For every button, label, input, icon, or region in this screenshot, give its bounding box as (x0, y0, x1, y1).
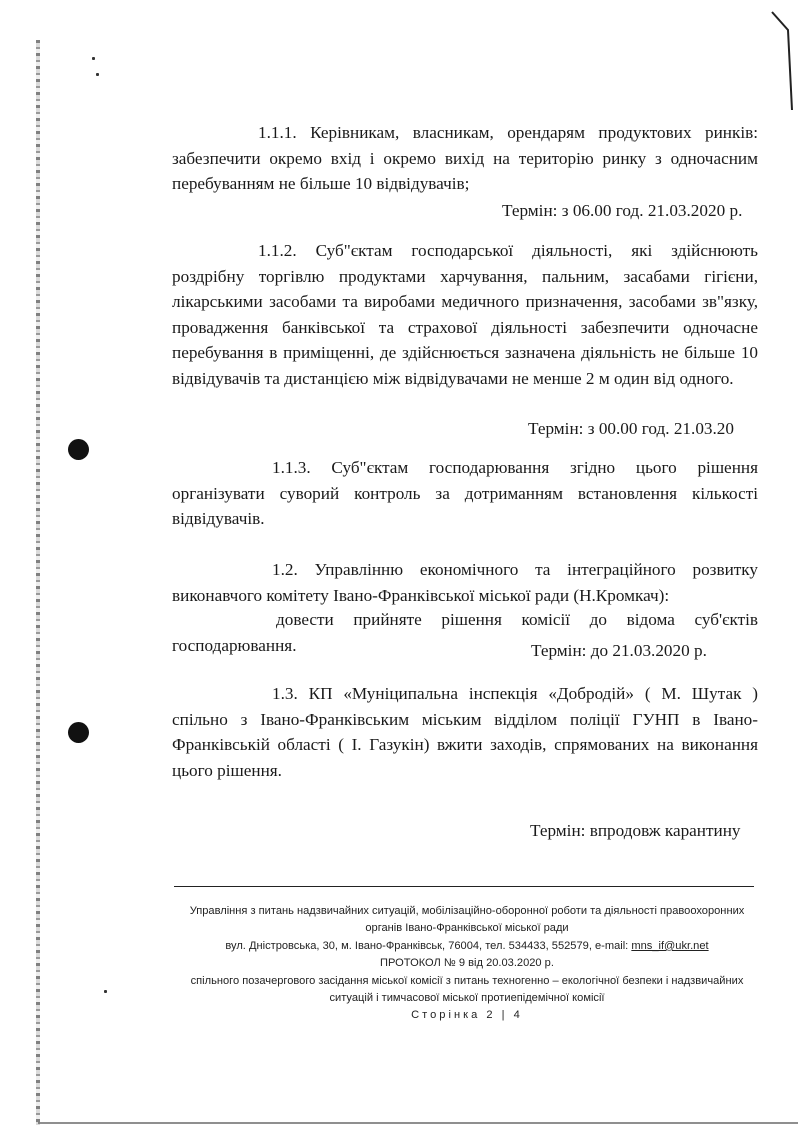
scan-left-edge (36, 40, 40, 1125)
document-footer (170, 903, 764, 1025)
footer-department-line1: Управління з питань надзвичайних ситуацій, мобілізаційно-оборонної роботи та діяльності правоохоронних (189, 905, 745, 917)
footer-page-number: Сторінка 2 | 4 (411, 1009, 523, 1022)
item-1-1-3-text: 1.1.3. Суб"єктам господарювання згідно цього рішення організувати суворий контроль за дотриманням встановлення кількості відвідувачів. (172, 458, 758, 528)
punch-hole-bottom (68, 722, 89, 743)
scan-bottom-edge (38, 1122, 798, 1124)
scan-speck (92, 57, 95, 60)
footer-meeting-line1: спільного позачергового засідання міської комісії з питань техногенно – екологічної безпеки і надзвичайних (190, 974, 744, 987)
footer-address-line (170, 938, 764, 955)
scan-corner-mark (770, 0, 800, 120)
footer-email-link[interactable]: mns_if@ukr.net (631, 939, 709, 952)
item-1-3-term: Термін: впродовж карантину (530, 821, 741, 840)
item-1-3-text: 1.3. КП «Муніципальна інспекція «Добродій» ( М. Шутак ) спільно з Івано-Франківським міським відділом поліції ГУНП в Івано-Франківській області ( І. Газукін) вжити заходів, спрямованих на виконання цього рішення. (172, 684, 758, 780)
footer-protocol-line: ПРОТОКОЛ № 9 від 20.03.2020 р. (380, 957, 554, 970)
footer-address: вул. Дністровська, 30, м. Івано-Франківськ, 76004, тел. 534433, 552579, e-mail: (225, 939, 632, 952)
footer-meeting-line2: ситуацій і тимчасової міської протиепідемічної комісії (329, 992, 605, 1005)
item-1-1-1-term: Термін: з 06.00 год. 21.03.2020 р. (502, 201, 743, 220)
item-1-2-term: Термін: до 21.03.2020 р. (531, 641, 707, 660)
punch-hole-top (68, 439, 89, 460)
item-1-1-1-text: 1.1.1. Керівникам, власникам, орендарям продуктових ринків: забезпечити окремо вхід і окремо вихід на територію ринку з одночасним перебуванням не більше 10 відвідувачів; (172, 123, 758, 193)
item-1-1-2-text: 1.1.2. Суб"єктам господарської діяльності, які здійснюють роздрібну торгівлю продуктами харчування, пальним, засабами гігієни, лікарськими засобами та виробами медичного призначення, засобами зв"язку, провадження банківської та страхової діяльності забезпечити одночасне перебування в приміщенні, де здійснюється зазначена діяльність не більше 10 відвідувачів та дистанцією між відвідувачами не менше 2 м один від одного. (172, 241, 758, 388)
scan-speck (96, 73, 99, 76)
item-1-1-2-term: Термін: з 00.00 год. 21.03.20 (528, 419, 734, 438)
item-1-2-text: 1.2. Управлінню економічного та інтеграційного розвитку виконавчого комітету Івано-Франківської міської ради (Н.Кромкач): (172, 560, 758, 605)
footer-divider (174, 886, 754, 887)
item-1-2-subtext: довести прийняте рішення комісії до відома суб'єктів господарювання. (172, 610, 758, 655)
footer-department-line2: органів Івано-Франківської міської ради (365, 922, 569, 935)
scan-speck (104, 990, 107, 993)
